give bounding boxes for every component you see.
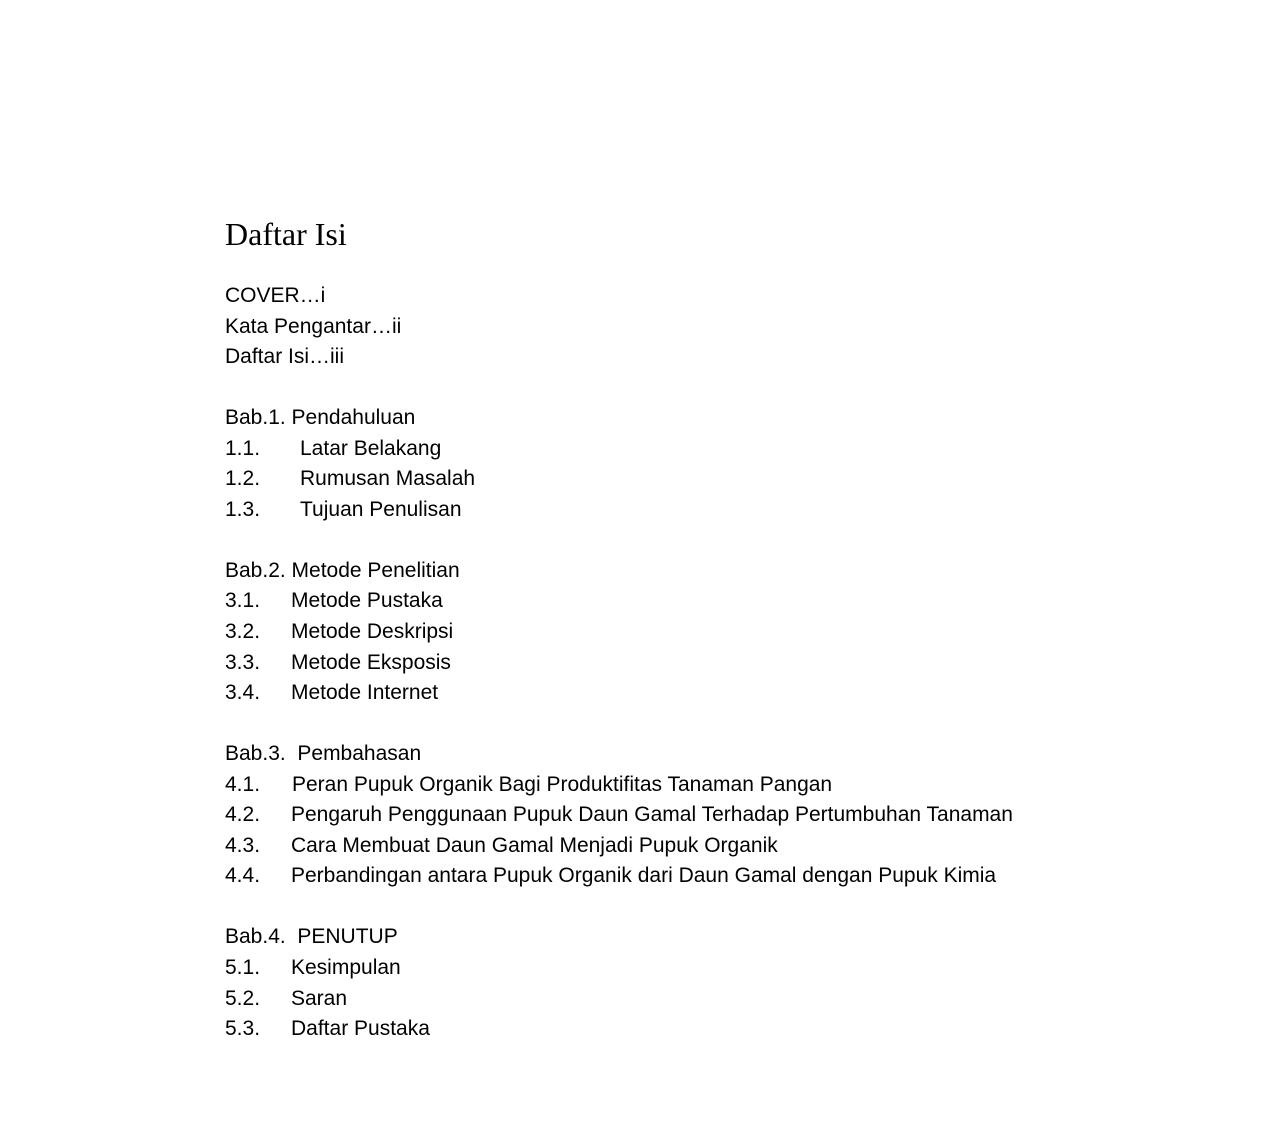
toc-item-number: 3.4. [225,681,261,705]
toc-item [225,648,1013,679]
toc-item-label: Metode Pustaka [291,589,443,613]
toc-item [225,495,1013,526]
page-title: Daftar Isi [225,216,347,252]
toc-item [225,617,1013,648]
toc-item-number: 4.1. [225,772,261,796]
toc-item-label: Perbandingan antara Pupuk Organik dari Daun Gamal dengan Pupuk Kimia [291,864,997,888]
toc-item-number: 3.1. [225,589,261,613]
toc-item-number: 3.2. [225,620,261,644]
toc-item [225,953,1013,984]
toc-front-contents: Daftar Isi…iii [225,345,345,369]
toc-item-label: Metode Internet [291,681,439,705]
toc-item [225,770,1013,801]
table-of-contents [225,281,1013,1045]
toc-item [225,800,1013,831]
chapter-heading: Bab.1. Pendahuluan [225,406,416,430]
spacer [225,709,1013,740]
toc-item-label: Metode Deskripsi [291,620,454,644]
spacer [225,892,1013,923]
toc-item-label: Saran [291,986,348,1010]
toc-item-label: Latar Belakang [300,436,442,460]
chapter-heading: Bab.4. PENUTUP [225,925,398,949]
toc-item-label: Daftar Pustaka [291,1017,430,1041]
toc-item [225,464,1013,495]
toc-item [225,1014,1013,1045]
toc-item-label: Cara Membuat Daun Gamal Menjadi Pupuk Organik [291,833,778,857]
spacer [225,373,1013,404]
chapter-heading: Bab.3. Pembahasan [225,742,422,766]
toc-item-number: 4.4. [225,864,261,888]
toc-item-number: 5.2. [225,986,261,1010]
toc-item-label: Rumusan Masalah [300,467,476,491]
toc-item [225,984,1013,1015]
spacer [225,525,1013,556]
toc-item-label: Kesimpulan [291,956,401,980]
toc-front-cover: COVER…i [225,284,326,307]
toc-item-number: 4.2. [225,803,261,827]
toc-item [225,434,1013,465]
toc-item-number: 1.3. [225,497,261,521]
toc-item-number: 3.3. [225,650,261,674]
toc-item [225,861,1013,892]
toc-item-label: Metode Eksposis [291,650,451,674]
toc-item-label: Tujuan Penulisan [300,497,462,521]
toc-item-number: 4.3. [225,833,261,857]
toc-item-number: 5.3. [225,1017,261,1041]
toc-item-number: 1.1. [225,436,261,460]
toc-item [225,831,1013,862]
toc-item-number: 5.1. [225,956,261,980]
toc-item [225,586,1013,617]
toc-item-number: 1.2. [225,467,261,491]
toc-item [225,678,1013,709]
chapter-heading: Bab.2. Metode Penelitian [225,558,460,582]
toc-item-label: Pengaruh Penggunaan Pupuk Daun Gamal Terhadap Pertumbuhan Tanaman [291,803,1013,827]
document-page [225,0,1225,1127]
toc-item-label: Peran Pupuk Organik Bagi Produktifitas Tanaman Pangan [292,772,833,796]
toc-front-preface: Kata Pengantar…ii [225,314,402,338]
